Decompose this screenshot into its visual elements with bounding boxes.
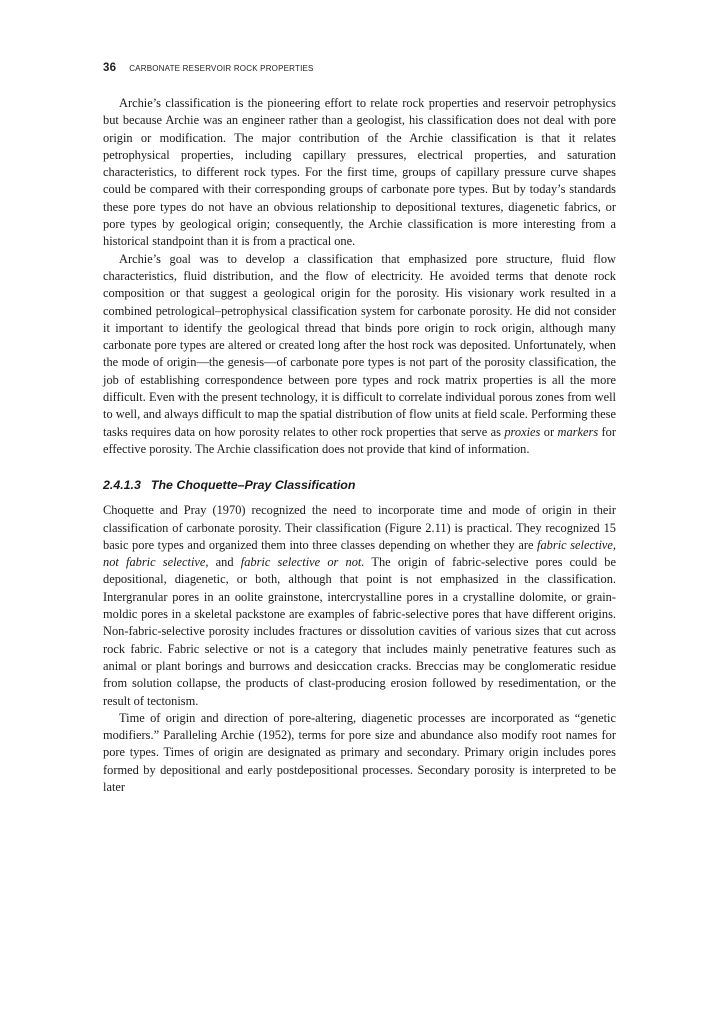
running-header [103, 58, 616, 78]
paragraph-text: Archie’s goal was to develop a classification that emphasized pore structure, fluid flow characteristics, fluid distribution, and the flow of electricity. He avoided terms that denote rock composition or that suggest a geological origin for the porosity. His visionary work resulted in a combined petrological–petrophysical classification system for carbonate porosity. He did not consider it important to identify the geological thread that binds pore origin to rock origin, although many carbonate pore types are altered or created long after the host rock was deposited. Unfortunately, when the mode of origin—the genesis—of carbonate pore types is not part of the porosity classification, the job of establishing correspondence between pore types and rock matrix properties is all the more difficult. Even with the present technology, it is difficult to correlate individual porous zones from well to well, and always difficult to map the spatial distribution of flow units at field scale. Performing these tasks requires data on how porosity relates to other rock properties that serve as [103, 251, 616, 439]
paragraph-text: Choquette and Pray (1970) recognized the need to incorporate time and mode of origin in their classification of carbonate porosity. Their classification (Figure 2.11) is practical. They recognized 15 basic pore types and organized them into three classes depending on whether they are [103, 503, 616, 552]
emphasis-fabric-classes: fabric selective, not fabric selective, [103, 537, 616, 570]
emphasis-fabric-selective-or-not: fabric selective or not. [240, 555, 365, 570]
document-page [103, 58, 616, 796]
emphasis-proxies: proxies [504, 424, 541, 439]
paragraph-text: or [540, 424, 558, 439]
section-title: The Choquette–Pray Classification [150, 478, 356, 493]
paragraph-text: and [208, 555, 241, 570]
body-text [103, 95, 616, 796]
page-number: 36 [103, 62, 117, 74]
paragraph-archie-goal [103, 251, 616, 459]
section-heading [103, 478, 616, 492]
running-title: CARBONATE RESERVOIR ROCK PROPERTIES [129, 63, 314, 73]
paragraph-time-of-origin: Time of origin and direction of pore-altering, diagenetic processes are incorporated as “genetic modifiers.” Paralleling Archie (1952), terms for pore size and abundance also modify root names for pore types. Times of origin are designated as primary and secondary. Primary origin includes pores formed by depositional and early postdepositional processes. Secondary porosity is interpreted to be later [103, 710, 616, 794]
section-number: 2.4.1.3 [103, 478, 141, 493]
paragraph-choquette-pray [103, 502, 616, 710]
paragraph-archie-classification: Archie’s classification is the pioneering effort to relate rock properties and reservoir petrophysics but because Archie was an engineer rather than a geologist, his classification does not deal with pore origin or modification. The major contribution of the Archie classification is that it relates petrophysical properties, including capillary pressures, electrical properties, and saturation characteristics, to different rock types. For the first time, groups of capillary pressure curve shapes could be compared with their corresponding groups of carbonate pore types. But by today’s standards these pore types do not have an obvious relationship to depositional textures, diagenetic fabrics, or pore types by geological origin; consequently, the Archie classification is more interesting from a historical standpoint than it is from a practical one. [103, 96, 616, 249]
paragraph-text: The origin of fabric-selective pores could be depositional, diagenetic, or both, although that point is not emphasized in the classification. Intergranular pores in an oolite grainstone, intercrystalline pores in a crystalline dolomite, or grain-moldic pores in a skeletal packstone are examples of fabric-selective pores that have different origins. Non-fabric-selective porosity includes fractures or dissolution cavities of various sizes that cut across rock fabric. Fabric selective or not is a category that includes mainly penetrative features such as animal or plant borings and burrows and desiccation cracks. Breccias may be conglomeratic residue from solution collapse, the products of clast-producing erosion followed by resedimentation, or the result of tectonism. [103, 555, 616, 708]
paragraph-text: for effective porosity. The Archie classification does not provide that kind of information. [103, 424, 616, 456]
emphasis-markers: markers [557, 424, 599, 439]
